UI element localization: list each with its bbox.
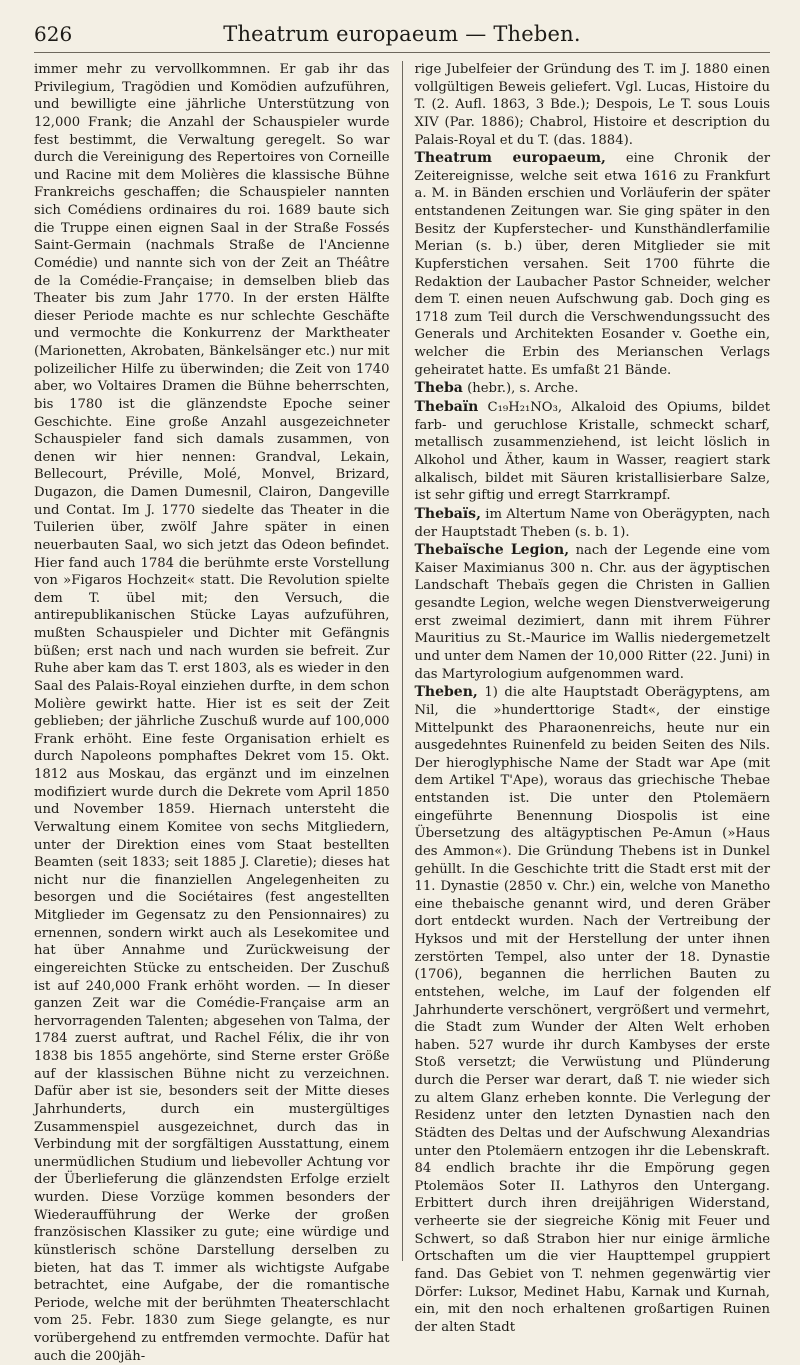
entry-headword: Theben,	[414, 684, 478, 701]
page-number: 626	[34, 22, 73, 46]
dictionary-entry	[415, 149, 771, 379]
dictionary-entry	[415, 683, 771, 1336]
column-divider	[402, 61, 403, 1261]
running-title: Theatrum europaeum — Theben.	[223, 22, 581, 46]
entry-text: (hebr.), s. Arche.	[462, 381, 579, 397]
entry-text: 1) die alte Hauptstadt Oberägyptens, am Nil, die »hunderttorige Stadt«, der einstige Mittelpunkt des Pharaonenreichs, heute nur ein ausgedehntes Ruinenfeld zu beiden Seiten des Nils. Der hieroglyphische Name der Stadt war Ape (mit dem Artikel T'Ape), woraus das griechische Thebae entstanden ist. Die unter den Ptolemäern eingeführte Benennung Diospolis ist eine Übersetzung des altägyptischen Pe-Amun (»Haus des Ammon«). Die Gründung Thebens ist in Dunkel gehüllt. In die Geschichte tritt die Stadt erst mit der 11. Dynastie (2850 v. Chr.) ein, welche von Manetho eine thebaische genannt wird, und deren Gräber dort entdeckt wurden. Nach der Vertreibung der Hyksos und mit der Herstellung der unter ihnen zerstörten Tempel, also unter der 18. Dynastie (1706), begannen die herrlichen Bauten zu entstehen, welche, im Lauf der folgenden elf Jahrhunderte verschönert, vergrößert und vermehrt, die Stadt zum Wunder der Alten Welt erhoben haben. 527 wurde ihr durch Kambyses der erste Stoß versetzt; die Verwüstung und Plünderung durch die Perser war derart, daß T. nie wieder sich zu altem Glanz erheben konnte. Die Verlegung der Residenz unter den letzten Dynastien nach den Städten des Deltas und der Aufschwung Alexandrias unter den Ptolemäern entzogen ihr die Lebenskraft. 84 endlich brachte ihr die Empörung gegen Ptolemäos Soter II. Lathyros den Untergang. Erbittert durch ihren dreijährigen Widerstand, verheerte sie der siegreiche König mit Feuer und Schwert, so daß Strabon hier nur einige ärmliche Ortschaften um die vier Haupttempel gruppiert fand. Das Gebiet von T. nehmen gegenwärtig vier Dörfer: Luksor, Medinet Habu, Karnak und Kurnah, ein, mit den noch erhaltenen großartigen Ruinen der alten Stadt	[414, 685, 771, 1335]
entry-headword: Thebaïsche Legion,	[414, 542, 570, 559]
dictionary-entry	[415, 541, 771, 683]
dictionary-entry	[415, 505, 771, 541]
entry-text: eine Chronik der Zeitereignisse, welche seit etwa 1616 zu Frankfurt a. M. in Bänden erschien und Vorläuferin der später entstandenen Zeitungen war. Sie ging später in den Besitz der Kupferstecher- und Kunsthändlerfamilie Merian (s. b.) über, deren Mitglieder sie mit Kupferstichen versahen. Seit 1700 führte die Redaktion der Laubacher Pastor Schneider, welcher dem T. einen neuen Aufschwung gab. Doch ging es 1718 zum Teil durch die Verschwendungssucht des Generals und Architekten Eosander v. Goethe ein, welcher die Erbin des Merianschen Verlags geheiratet hatte. Es umfaßt 21 Bände.	[414, 151, 771, 378]
entry-text: nach der Legende eine vom Kaiser Maximianus 300 n. Chr. aus der ägyptischen Landschaft Thebaïs gegen die Christen in Gallien gesandte Legion, welche wegen Dienstverweigerung erst zweimal dezimiert, dann mit ihrem Führer Mauritius zu St.-Maurice im Wallis niedergemetzelt und unter dem Namen der 10,000 Ritter (22. Juni) in das Martyrologium aufgenommen ward.	[414, 543, 771, 682]
two-column-body	[34, 61, 771, 1364]
entry-headword: Theatrum europaeum,	[414, 150, 606, 167]
right-column	[414, 61, 771, 1335]
dictionary-entry	[415, 379, 771, 398]
dictionary-entry	[415, 398, 771, 505]
entry-text: im Altertum Name von Oberägypten, nach der Hauptstadt Theben (s. b. 1).	[414, 506, 771, 540]
entry-headword: Theba	[414, 380, 463, 397]
continued-text: rige Jubelfeier der Gründung des T. im J. 1880 einen vollgültigen Beweis geliefert. Vgl. Lucas, Histoire du T. (2. Aufl. 1863, 3 Bde.); Despois, Le T. sous Louis XIV (Par. 1886); Chabrol, Histoire et description du Palais-Royal et du T. (das. 1884).	[414, 62, 771, 148]
entry-headword: Thebaïs,	[414, 505, 481, 522]
left-column	[34, 61, 390, 1364]
page-header	[34, 22, 770, 53]
continued-text: immer mehr zu vervollkommnen. Er gab ihr das Privilegium, Tragödien und Komödien aufzuführen, und bewilligte eine jährliche Unterstützung von 12,000 Frank; die Anzahl der Schauspieler wurde fest bestimmt, die Verwaltung geregelt. So war durch die Vereinigung des Repertoires von Corneille und Racine mit dem Molières die klassische Bühne Frankreichs geschaffen; die Schauspieler nannten sich Comédiens ordinaires du roi. 1689 baute sich die Truppe einen eignen Saal in der Straße Fossés Saint-Germain (nachmals Straße de l'Ancienne Comédie) und nannte sich von der Zeit an Théâtre de la Comédie-Française; in demselben blieb das Theater bis zum Jahr 1770. In der ersten Hälfte dieser Periode machte es nur schlechte Geschäfte und vermochte die Konkurrenz der Marktheater (Marionetten, Akrobaten, Bänkelsänger etc.) nur mit polizeilicher Hilfe zu überwinden; die Zeit von 1740 aber, wo Voltaires Dramen die Bühne beherrschten, bis 1780 ist die glänzendste Epoche seiner Geschichte. Eine große Anzahl ausgezeichneter Schauspieler fand sich damals zusammen, von denen wir hier nennen: Grandval, Lekain, Bellecourt, Préville, Molé, Monvel, Brizard, Dugazon, die Damen Dumesnil, Clairon, Dangeville und Contat. Im J. 1770 siedelte das Theater in die Tuilerien über, zwölf Jahre später in einen neuerbauten Saal, wo sich jetzt das Odeon befindet. Hier fand auch 1784 die berühmte erste Vorstellung von »Figaros Hochzeit« statt. Die Revolution spielte dem T. übel mit; den Versuch, die antirepublikanischen Stücke Layas aufzuführen, mußten Schauspieler und Dichter mit Gefängnis büßen; erst nach und nach wurden sie befreit. Zur Ruhe aber kam das T. erst 1803, als es wieder in den Saal des Palais-Royal einziehen durfte, in dem schon Molière gewirkt hatte. Hier ist es seit der Zeit geblieben; der jährliche Zuschuß wurde auf 100,000 Frank erhöht. Eine feste Organisation erhielt es durch Napoleons pomphaftes Dekret vom 15. Okt. 1812 aus Moskau, das ergänzt und im einzelnen modifiziert wurde durch die Dekrete vom April 1850 und November 1859. Hiernach untersteht die Verwaltung einem Komitee von sechs Mitgliedern, unter der Direktion eines vom Staat bestellten Beamten (seit 1833; seit 1885 J. Claretie); dieses hat nicht nur die finanziellen Angelegenheiten zu besorgen und die Sociétaires (fest angestellten Mitglieder im Gegensatz zu den Pensionnaires) zu ernennen, sondern wirkt auch als Lesekomitee und hat über Annahme und Zurückweisung der eingereichten Stücke zu entscheiden. Der Zuschuß ist auf 240,000 Frank erhöht worden. — In dieser ganzen Zeit war die Comédie-Française arm an hervorragenden Talenten; abgesehen von Talma, der 1784 zuerst auftrat, und Rachel Félix, die ihr von 1838 bis 1855 angehörte, sind Sterne erster Größe auf der klassischen Bühne nicht zu verzeichnen. Dafür aber ist sie, besonders seit der Mitte dieses Jahrhunderts, durch ein mustergültiges Zusammenspiel ausgezeichnet, durch das in Verbindung mit der sorgfältigen Ausstattung, einem unermüdlichen Studium und liebevoller Achtung vor der Überlieferung die glänzendsten Erfolge erzielt wurden. Diese Vorzüge kommen besonders der Wiederaufführung der Werke der großen französischen Klassiker zu gute; eine würdige und künstlerisch schöne Darstellung derselben zu bieten, hat das T. immer als wichtigste Aufgabe betrachtet, eine Aufgabe, der die romantische Periode, welche mit der berühmten Theaterschlacht vom 25. Febr. 1830 zum Siege gelangte, es nur vorübergehend zu entfremden vermochte. Dafür hat auch die 200jäh-	[34, 62, 390, 1364]
entry-text: C₁₉H₂₁NO₃, Alkaloid des Opiums, bildet farb- und geruchlose Kristalle, schmeckt scharf, metallisch zusammenziehend, ist leicht löslich in Alkohol und Äther, kaum in Wasser, reagiert stark alkalisch, bildet mit Säuren kristallisierbare Salze, ist sehr giftig und erregt Starrkrampf.	[414, 400, 771, 504]
entry-headword: Thebaïn	[414, 399, 479, 415]
